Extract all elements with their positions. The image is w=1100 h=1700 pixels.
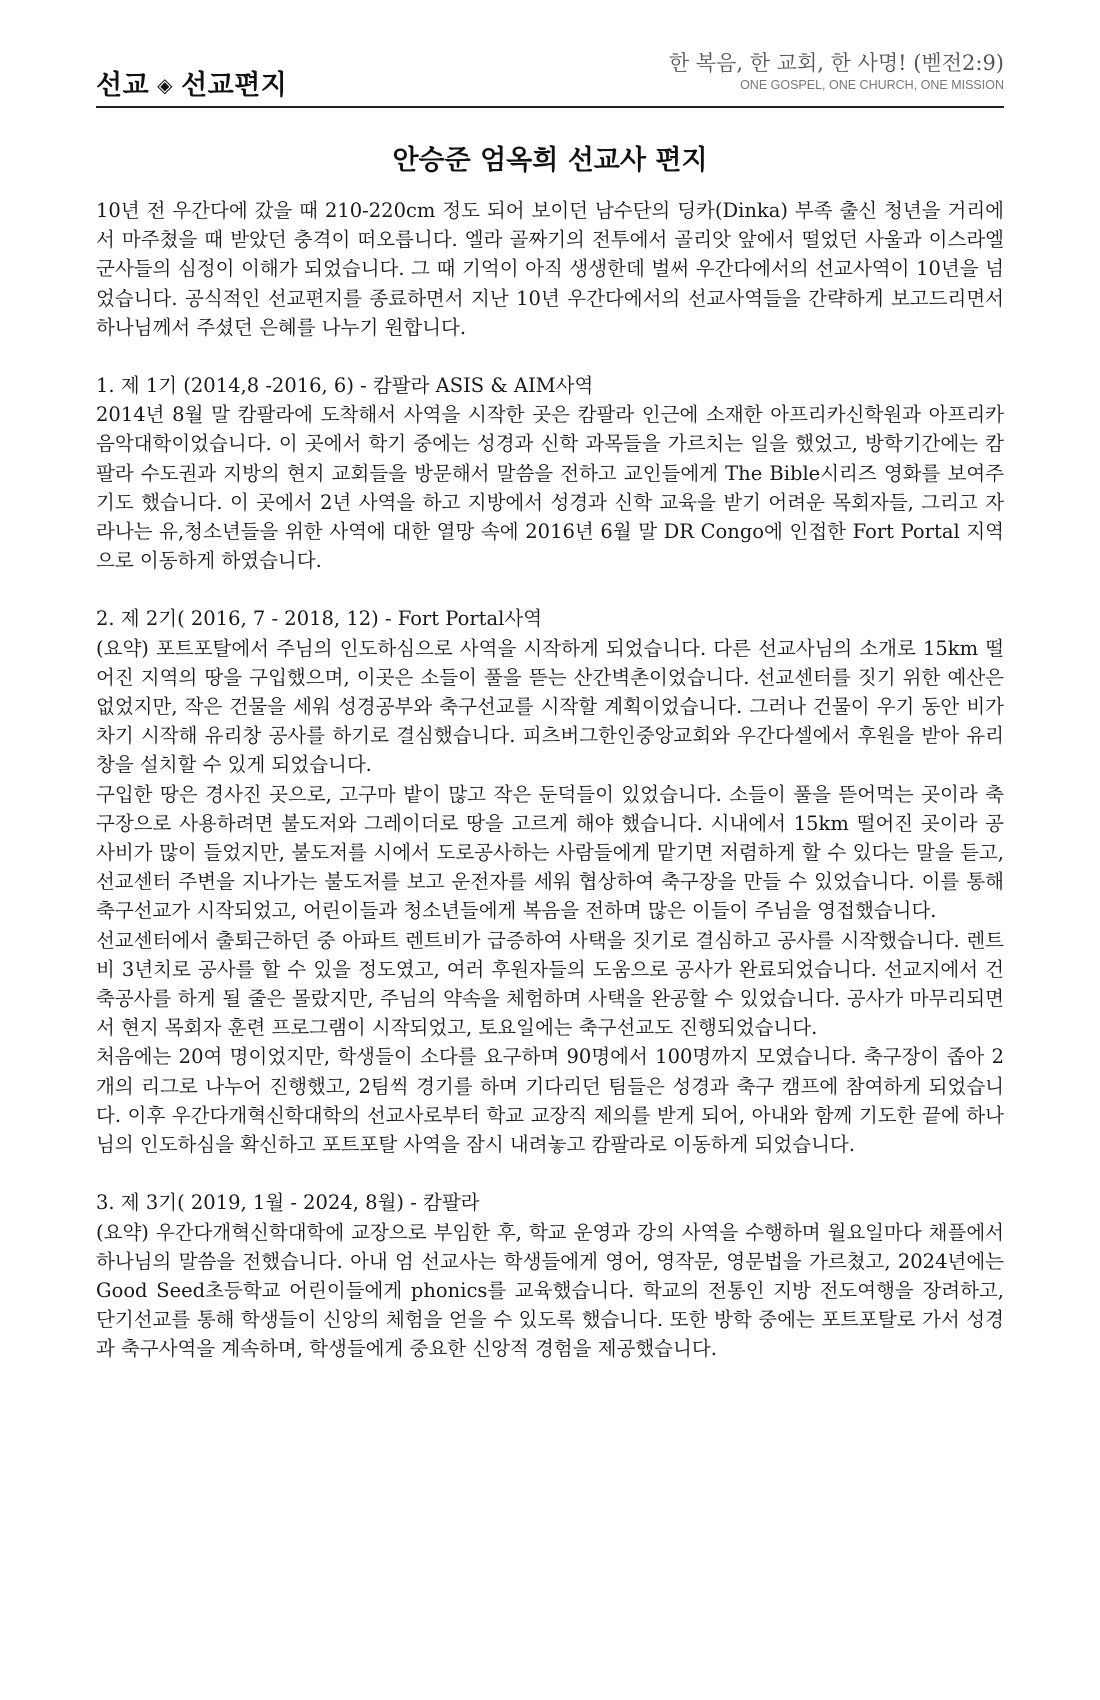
motto-english: ONE GOSPEL, ONE CHURCH, ONE MISSION	[740, 78, 1004, 92]
section-label	[96, 63, 287, 102]
section-2-heading: 2. 제 2기( 2016, 7 - 2018, 12) - Fort Portal사역	[96, 607, 543, 631]
section-1-paragraph: 2014년 8월 말 캄팔라에 도착해서 사역을 시작한 곳은 캄팔라 인근에 소재한 아프리카신학원과 아프리카음악대학이었습니다. 이 곳에서 학기 중에는 성경과 신학 과목들을 가르치는 일을 했었고, 방학기간에는 캄팔라 수도권과 지방의 현지 교회들을 방문해서 말씀을 전하고 교인들에게 The Bible시리즈 영화를 보여주기도 했습니다. 이 곳에서 2년 사역을 하고 지방에서 성경과 신학 교육을 받기 어려운 목회자들, 그리고 자라나는 유,청소년들을 위한 사역에 대한 열망 속에 2016년 6월 말 DR Congo에 인접한 Fort Portal 지역으로 이동하게 하였습니다.	[96, 403, 1004, 573]
section-2-paragraph: (요약) 포트포탈에서 주님의 인도하심으로 사역을 시작하게 되었습니다. 다른 선교사님의 소개로 15km 떨어진 지역의 땅을 구입했으며, 이곳은 소들이 풀을 뜯는 산간벽촌이었습니다. 선교센터를 짓기 위한 예산은 없었지만, 작은 건물을 세워 성경공부와 축구선교를 시작할 계획이었습니다. 그러나 건물이 우기 동안 비가 차기 시작해 유리창 공사를 하기로 결심했습니다. 피츠버그한인중앙교회와 우간다셀에서 후원을 받아 유리창을 설치할 수 있게 되었습니다.	[96, 636, 1004, 777]
letter-title: 안승준 엄옥희 선교사 편지	[392, 145, 708, 176]
section-3-paragraph: (요약) 우간다개혁신학대학에 교장으로 부임한 후, 학교 운영과 강의 사역을 수행하며 월요일마다 채플에서 하나님의 말씀을 전했습니다. 아내 엄 선교사는 학생들에게 영어, 영작문, 영문법을 가르쳤고, 2024년에는 Good Seed초등학교 어린이들에게 phonics를 교육했습니다. 학교의 전통인 지방 전도여행을 장려하고, 단기선교를 통해 학생들이 신앙의 체험을 얻을 수 있도록 했습니다. 또한 방학 중에는 포트포탈로 가서 성경과 축구사역을 계속하며, 학생들에게 중요한 신앙적 경험을 제공했습니다.	[96, 1220, 1004, 1361]
motto	[669, 50, 1004, 94]
diamond-separator-icon: ◈	[157, 73, 174, 97]
section-2-paragraph: 처음에는 20여 명이었지만, 학생들이 소다를 요구하며 90명에서 100명까지 모였습니다. 축구장이 좁아 2개의 리그로 나누어 진행했고, 2팀씩 경기를 하며 기다리던 팀들은 성경과 축구 캠프에 참여하게 되었습니다. 이후 우간다개혁신학대학의 선교사로부터 학교 교장직 제의를 받게 되어, 아내와 함께 기도한 끝에 하나님의 인도하심을 확신하고 포트포탈 사역을 잠시 내려놓고 캄팔라로 이동하게 되었습니다.	[96, 1045, 1004, 1157]
page-header	[96, 44, 1004, 108]
section-2-paragraph: 선교센터에서 출퇴근하던 중 아파트 렌트비가 급증하여 사택을 짓기로 결심하고 공사를 시작했습니다. 렌트비 3년치로 공사를 할 수 있을 정도였고, 여러 후원자들의 도움으로 공사가 완료되었습니다. 선교지에서 건축공사를 하게 될 줄은 몰랐지만, 주님의 약속을 체험하며 사택을 완공할 수 있었습니다. 공사가 마무리되면서 현지 목회자 훈련 프로그램이 시작되었고, 토요일에는 축구선교도 진행되었습니다.	[96, 928, 1004, 1040]
motto-korean: 한 복음, 한 교회, 한 사명! (벧전2:9)	[668, 51, 1004, 75]
section-1-heading: 1. 제 1기 (2014,8 -2016, 6) - 캄팔라 ASIS & AIM사역	[96, 374, 594, 398]
section-name: 선교	[96, 70, 150, 101]
section-3-heading: 3. 제 3기( 2019, 1월 - 2024, 8월) - 캄팔라	[96, 1191, 480, 1215]
section-2-paragraph: 구입한 땅은 경사진 곳으로, 고구마 밭이 많고 작은 둔덕들이 있었습니다. 소들이 풀을 뜯어먹는 곳이라 축구장으로 사용하려면 불도저와 그레이더로 땅을 고르게 해야 했습니다. 시내에서 15km 떨어진 곳이라 공사비가 많이 들었지만, 불도저를 시에서 도로공사하는 사람들에게 맡기면 저렴하게 할 수 있다는 말을 듣고, 선교센터 주변을 지나가는 불도저를 보고 운전자를 세워 협상하여 축구장을 만들 수 있었습니다. 이를 통해 축구선교가 시작되었고, 어린이들과 청소년들에게 복음을 전하며 많은 이들이 주님을 영접했습니다.	[96, 782, 1004, 923]
subsection-name: 선교편지	[181, 70, 288, 101]
intro-paragraph: 10년 전 우간다에 갔을 때 210-220cm 정도 되어 보이던 남수단의 딩카(Dinka) 부족 출신 청년을 거리에서 마주쳤을 때 받았던 충격이 떠오릅니다. 엘라 골짜기의 전투에서 골리앗 앞에서 떨었던 사울과 이스라엘 군사들의 심정이 이해가 되었습니다. 그 때 기억이 아직 생생한데 벌써 우간다에서의 선교사역이 10년을 넘었습니다. 공식적인 선교편지를 종료하면서 지난 10년 우간다에서의 선교사역들을 간략하게 보고드리면서 하나님께서 주셨던 은혜를 나누기 원합니다.	[96, 199, 1004, 339]
letter-body	[96, 196, 1004, 1364]
